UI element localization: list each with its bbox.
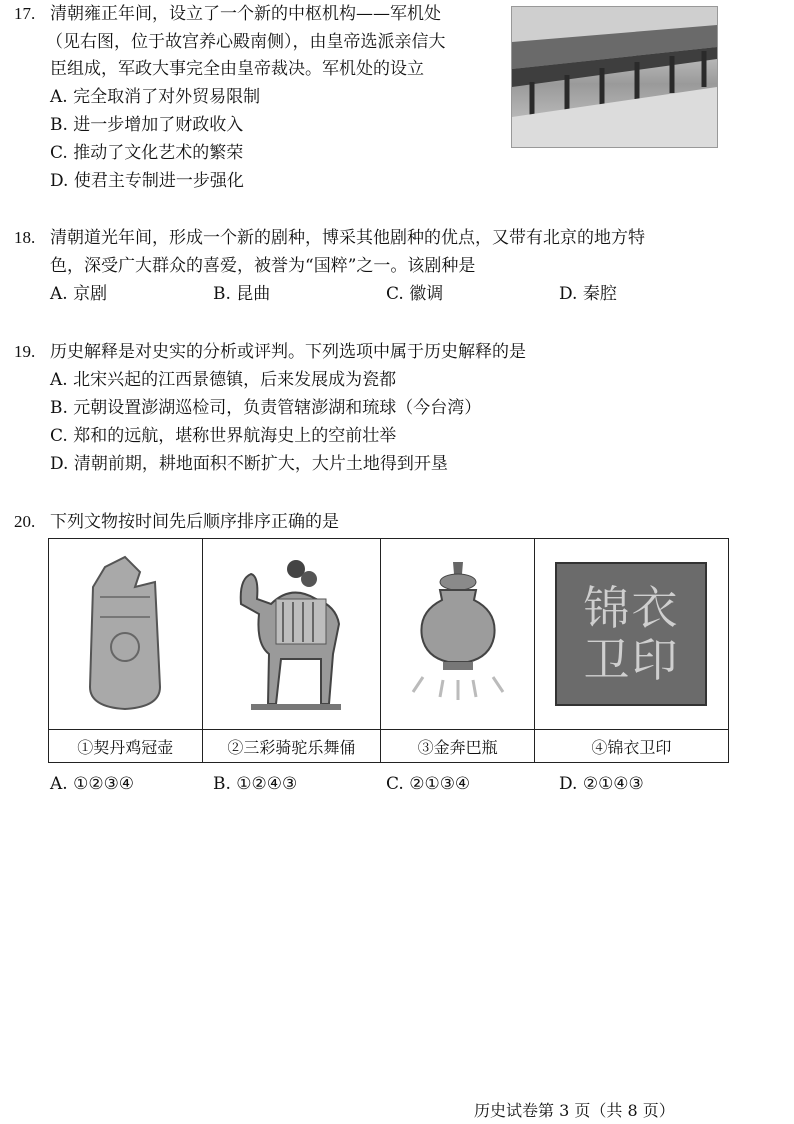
option-d[interactable]: D. ②①④③: [559, 774, 644, 794]
option-d[interactable]: D. 秦腔: [559, 284, 617, 304]
option-b[interactable]: B. 进一步增加了财政收入: [50, 115, 244, 135]
relic-caption-1: ①契丹鸡冠壶: [49, 730, 203, 763]
option-c[interactable]: C. 郑和的远航，堪称世界航海史上的空前壮举: [50, 426, 397, 446]
relic-caption-2: ②三彩骑驼乐舞俑: [202, 730, 381, 763]
option-a[interactable]: A. 京剧: [50, 284, 108, 304]
option-c[interactable]: C. 推动了文化艺术的繁荣: [50, 143, 244, 163]
question-number: 19.: [14, 342, 36, 361]
relic-cell-2: [202, 539, 381, 730]
camel-figurine-image: [221, 544, 361, 719]
question-text: （见右图，位于故宫养心殿南侧），由皇帝选派亲信大: [46, 32, 446, 52]
option-c[interactable]: C. ②①③④: [386, 774, 471, 794]
seal-image: [555, 562, 707, 706]
option-a[interactable]: A. 北宋兴起的江西景德镇，后来发展成为瓷都: [50, 370, 397, 390]
option-b[interactable]: B. 元朝设置澎湖巡检司，负责管辖澎湖和琉球（今台湾）: [50, 398, 482, 418]
grand-council-photo: [511, 6, 718, 148]
option-a[interactable]: A. ①②③④: [50, 774, 135, 794]
option-c[interactable]: C. 徽调: [386, 284, 444, 304]
cockscomb-pot-image: [65, 547, 185, 717]
question-text: 清朝道光年间，形成一个新的剧种，博采其他剧种的优点，又带有北京的地方特: [50, 228, 645, 248]
option-a[interactable]: A. 完全取消了对外贸易限制: [50, 87, 261, 107]
golden-urn-image: [398, 552, 518, 712]
question-text: 清朝雍正年间，设立了一个新的中枢机构——军机处: [50, 4, 441, 24]
relics-table: [48, 538, 729, 763]
question-number: 20.: [14, 512, 36, 531]
option-d[interactable]: D. 清朝前期，耕地面积不断扩大，大片土地得到开垦: [50, 454, 448, 474]
option-b[interactable]: B. 昆曲: [213, 284, 271, 304]
question-text: 臣组成，军政大事完全由皇帝裁决。军机处的设立: [50, 59, 424, 79]
relic-cell-4: [534, 539, 728, 730]
option-b[interactable]: B. ①②④③: [213, 774, 298, 794]
question-text: 下列文物按时间先后顺序排序正确的是: [50, 512, 339, 532]
option-d[interactable]: D. 使君主专制进一步强化: [50, 171, 244, 191]
relic-caption-3: ③金奔巴瓶: [381, 730, 535, 763]
question-text: 历史解释是对史实的分析或评判。下列选项中属于历史解释的是: [50, 342, 526, 362]
seal-text: 锦衣卫印: [583, 581, 680, 687]
relic-caption-4: ④锦衣卫印: [534, 730, 728, 763]
relic-cell-1: [49, 539, 203, 730]
question-number: 17.: [14, 4, 36, 23]
question-text: 色，深受广大群众的喜爱，被誉为“国粹”之一。该剧种是: [50, 256, 476, 276]
page-footer: 历史试卷第 3 页（共 8 页）: [474, 1101, 675, 1120]
question-number: 18.: [14, 228, 36, 247]
building-illustration: [512, 7, 717, 147]
relic-cell-3: [381, 539, 535, 730]
